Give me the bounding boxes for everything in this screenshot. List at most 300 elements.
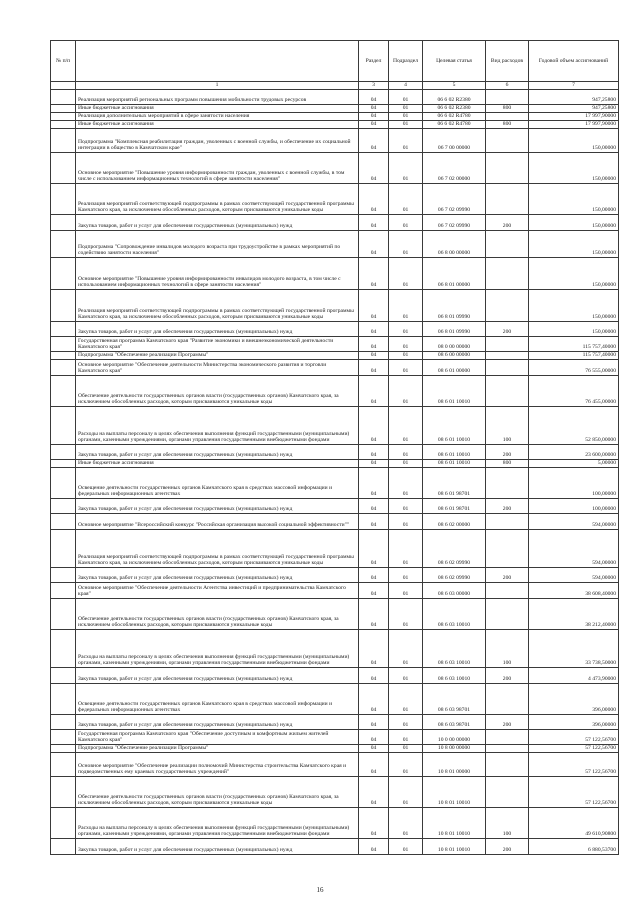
row-section: 04	[359, 376, 389, 407]
row-article: 10 8 01 00000	[423, 753, 486, 777]
row-article: 10 8 00 00000	[423, 745, 486, 753]
row-article: 08 6 01 10010	[423, 445, 486, 460]
row-section: 04	[359, 730, 389, 745]
row-name: Иные бюджетные ассигнования	[76, 105, 359, 113]
row-expense-type: 800	[486, 105, 529, 113]
row-name: Подпрограмма "Обеспечение реализации Программы"	[76, 352, 359, 360]
column-number	[51, 82, 76, 90]
row-name: Освещение деятельности государственных органов Камчатского края в средствах массовой информации и федеральных информационных агентствах	[76, 468, 359, 499]
row-subsection: 01	[389, 90, 423, 105]
row-section: 04	[359, 322, 389, 337]
row-article: 08 6 00 00000	[423, 352, 486, 360]
row-subsection: 01	[389, 407, 423, 445]
table-row	[51, 514, 619, 530]
row-expense-type: 200	[486, 839, 529, 855]
row-expense-type	[486, 730, 529, 745]
row-article: 08 6 02 09990	[423, 530, 486, 568]
row-expense-type: 200	[486, 322, 529, 337]
row-amount: 150,00000	[529, 322, 619, 337]
table-row	[51, 839, 619, 855]
header-name	[76, 41, 359, 82]
row-name: Обеспечение деятельности государственных органов власти (государственных органов) Камчатского края, за исключением обособленных расходов, которым присваиваются уникальные коды	[76, 376, 359, 407]
table-row	[51, 668, 619, 684]
header-amount: Годовой объем ассигнований	[529, 41, 619, 82]
row-section: 04	[359, 808, 389, 839]
table-row	[51, 599, 619, 630]
row-amount: 150,00000	[529, 184, 619, 215]
row-name: Реализация мероприятий соответствующей подпрограммы в рамках соответствующей государственной программы Камчатского края, за исключением обособленных расходов, которым присваиваются уникальные коды	[76, 290, 359, 322]
row-article: 10 8 01 10010	[423, 839, 486, 855]
row-num	[51, 113, 76, 121]
row-num	[51, 745, 76, 753]
row-amount: 17 997,90000	[529, 121, 619, 129]
column-number: 5	[423, 82, 486, 90]
row-expense-type	[486, 90, 529, 105]
row-article: 08 6 01 10010	[423, 460, 486, 468]
row-amount: 57 122,56700	[529, 753, 619, 777]
table-row	[51, 90, 619, 105]
row-section: 04	[359, 499, 389, 514]
row-section: 04	[359, 630, 389, 668]
row-name: Подпрограмма "Комплексная реабилитация граждан, уволенных с военной службы, и обеспечение их социальной интеграции в общество в Камчатском крае"	[76, 129, 359, 153]
row-section: 04	[359, 668, 389, 684]
row-section: 04	[359, 568, 389, 583]
table-row	[51, 583, 619, 599]
row-amount: 23 600,00000	[529, 445, 619, 460]
row-section: 04	[359, 360, 389, 376]
table-row	[51, 630, 619, 668]
row-amount: 594,00000	[529, 530, 619, 568]
table-row	[51, 715, 619, 730]
row-name: Основное мероприятие "Обеспечение деятельности Министерства экономического развития и торговли Камчатского края"	[76, 360, 359, 376]
row-article: 10 8 01 10010	[423, 777, 486, 808]
row-amount: 33 738,50000	[529, 630, 619, 668]
row-section: 04	[359, 599, 389, 630]
row-section: 04	[359, 258, 389, 290]
row-subsection: 01	[389, 499, 423, 514]
row-name: Реализация мероприятий соответствующей подпрограммы в рамках соответствующей государственной программы Камчатского края, за исключением обособленных расходов, которым присваиваются уникальные коды	[76, 530, 359, 568]
row-amount: 594,00000	[529, 514, 619, 530]
table-row	[51, 376, 619, 407]
row-subsection: 01	[389, 360, 423, 376]
column-number: 1	[76, 82, 359, 90]
row-name: Государственная программа Камчатского края "Развитие экономики и внешнеэкономической деятельности Камчатского края"	[76, 337, 359, 352]
row-name: Обеспечение деятельности государственных органов власти (государственных органов) Камчатского края, за исключением обособленных расходов, которым присваиваются уникальные коды	[76, 599, 359, 630]
row-amount: 947,25800	[529, 90, 619, 105]
row-expense-type	[486, 337, 529, 352]
row-section: 04	[359, 777, 389, 808]
row-section: 04	[359, 90, 389, 105]
row-article: 08 6 03 98701	[423, 715, 486, 730]
row-subsection: 01	[389, 113, 423, 121]
row-num	[51, 568, 76, 583]
row-name: Расходы на выплаты персоналу в целях обеспечения выполнения функций государственными (муниципальными) органами, казенными учреждениями, органами управления государственными внебюджетными фондами	[76, 407, 359, 445]
table-row	[51, 530, 619, 568]
row-num	[51, 460, 76, 468]
row-amount: 594,00000	[529, 568, 619, 583]
row-num	[51, 684, 76, 715]
column-number-row	[51, 82, 619, 90]
row-amount: 150,00000	[529, 258, 619, 290]
row-num	[51, 105, 76, 113]
row-article: 08 6 03 10010	[423, 630, 486, 668]
row-section: 04	[359, 290, 389, 322]
row-section: 04	[359, 684, 389, 715]
row-amount: 115 757,40000	[529, 337, 619, 352]
row-section: 04	[359, 583, 389, 599]
row-expense-type: 200	[486, 715, 529, 730]
row-expense-type: 800	[486, 121, 529, 129]
table-row	[51, 105, 619, 113]
row-section: 04	[359, 113, 389, 121]
row-num	[51, 90, 76, 105]
row-subsection: 01	[389, 599, 423, 630]
row-article: 08 6 02 00000	[423, 514, 486, 530]
row-num	[51, 730, 76, 745]
row-num	[51, 753, 76, 777]
row-name: Основное мероприятие "Всероссийский конкурс "Российская организация высокой социальной эффективности""	[76, 514, 359, 530]
table-row	[51, 808, 619, 839]
row-article: 08 6 02 09990	[423, 568, 486, 583]
row-num	[51, 337, 76, 352]
table-row	[51, 468, 619, 499]
table-row	[51, 322, 619, 337]
row-section: 04	[359, 215, 389, 231]
row-name: Закупка товаров, работ и услуг для обеспечения государственных (муниципальных) нужд	[76, 322, 359, 337]
row-article: 06 6 02 R2380	[423, 105, 486, 113]
row-num	[51, 808, 76, 839]
row-subsection: 01	[389, 231, 423, 258]
table-row	[51, 231, 619, 258]
row-expense-type	[486, 530, 529, 568]
row-article: 06 6 02 R2380	[423, 90, 486, 105]
row-article: 06 7 02 00000	[423, 153, 486, 184]
row-section: 04	[359, 753, 389, 777]
row-subsection: 01	[389, 322, 423, 337]
row-expense-type: 200	[486, 499, 529, 514]
row-num	[51, 407, 76, 445]
row-subsection: 01	[389, 630, 423, 668]
row-expense-type	[486, 129, 529, 153]
row-subsection: 01	[389, 668, 423, 684]
row-section: 04	[359, 407, 389, 445]
row-name: Основное мероприятие "Повышение уровня информированности граждан, уволенных с военной службы, в том числе с использованием информационных технологий в сфере занятости населения"	[76, 153, 359, 184]
row-section: 04	[359, 129, 389, 153]
table-row	[51, 460, 619, 468]
row-article: 06 6 02 R4780	[423, 113, 486, 121]
row-expense-type	[486, 468, 529, 499]
table-row	[51, 215, 619, 231]
row-amount: 150,00000	[529, 129, 619, 153]
row-expense-type	[486, 777, 529, 808]
row-article: 08 6 01 98701	[423, 499, 486, 514]
row-name: Закупка товаров, работ и услуг для обеспечения государственных (муниципальных) нужд	[76, 499, 359, 514]
row-section: 04	[359, 337, 389, 352]
row-amount: 150,00000	[529, 215, 619, 231]
row-amount: 76 555,00000	[529, 360, 619, 376]
row-article: 06 8 00 00000	[423, 231, 486, 258]
row-amount: 150,00000	[529, 231, 619, 258]
row-subsection: 01	[389, 468, 423, 499]
row-name: Закупка товаров, работ и услуг для обеспечения государственных (муниципальных) нужд	[76, 839, 359, 855]
row-subsection: 01	[389, 777, 423, 808]
table-row	[51, 121, 619, 129]
row-name: Основное мероприятие "Повышение уровня информированности инвалидов молодого возраста, в том числе с использованием информационных технологий в сфере занятости населения"	[76, 258, 359, 290]
row-num	[51, 129, 76, 153]
row-expense-type: 200	[486, 568, 529, 583]
table-row	[51, 568, 619, 583]
row-name: Иные бюджетные ассигнования	[76, 460, 359, 468]
table-row	[51, 153, 619, 184]
column-number: 7	[529, 82, 619, 90]
page-number: 16	[316, 886, 324, 894]
row-expense-type	[486, 184, 529, 215]
row-subsection: 01	[389, 337, 423, 352]
row-expense-type: 800	[486, 460, 529, 468]
row-name: Реализация мероприятий региональных программ повышения мобильности трудовых ресурсов	[76, 90, 359, 105]
row-section: 04	[359, 231, 389, 258]
row-num	[51, 352, 76, 360]
budget-table	[50, 40, 619, 855]
row-name: Освещение деятельности государственных органов Камчатского края в средствах массовой информации и федеральных информационных агентствах	[76, 684, 359, 715]
row-name: Закупка товаров, работ и услуг для обеспечения государственных (муниципальных) нужд	[76, 568, 359, 583]
row-section: 04	[359, 514, 389, 530]
row-amount: 6 880,53700	[529, 839, 619, 855]
table-row	[51, 290, 619, 322]
row-article: 08 6 01 10010	[423, 376, 486, 407]
row-num	[51, 530, 76, 568]
row-amount: 17 997,90000	[529, 113, 619, 121]
row-amount: 38 608,40000	[529, 583, 619, 599]
row-amount: 396,00000	[529, 715, 619, 730]
row-expense-type	[486, 290, 529, 322]
table-row	[51, 360, 619, 376]
row-subsection: 01	[389, 153, 423, 184]
row-article: 08 6 01 10010	[423, 407, 486, 445]
row-article: 08 6 03 10010	[423, 668, 486, 684]
row-amount: 115 757,40000	[529, 352, 619, 360]
row-section: 04	[359, 105, 389, 113]
row-article: 06 8 01 09990	[423, 290, 486, 322]
row-num	[51, 499, 76, 514]
row-name: Реализация мероприятий соответствующей подпрограммы в рамках соответствующей государственной программы Камчатского края, за исключением обособленных расходов, которым присваиваются уникальные коды	[76, 184, 359, 215]
row-subsection: 01	[389, 258, 423, 290]
table-header-row	[51, 41, 619, 82]
table-row	[51, 499, 619, 514]
row-subsection: 01	[389, 121, 423, 129]
row-article: 08 6 01 98701	[423, 468, 486, 499]
row-expense-type	[486, 153, 529, 184]
row-num	[51, 184, 76, 215]
row-expense-type	[486, 231, 529, 258]
row-section: 04	[359, 184, 389, 215]
row-num	[51, 231, 76, 258]
row-article: 06 8 01 00000	[423, 258, 486, 290]
row-expense-type: 200	[486, 668, 529, 684]
column-number: 6	[486, 82, 529, 90]
row-amount: 396,00000	[529, 684, 619, 715]
row-num	[51, 121, 76, 129]
row-name: Подпрограмма "Обеспечение реализации Программы"	[76, 745, 359, 753]
row-section: 04	[359, 468, 389, 499]
row-amount: 38 212,40000	[529, 599, 619, 630]
row-amount: 4 473,90000	[529, 668, 619, 684]
row-section: 04	[359, 715, 389, 730]
table-row	[51, 184, 619, 215]
row-num	[51, 215, 76, 231]
table-row	[51, 407, 619, 445]
row-article: 08 6 03 10010	[423, 599, 486, 630]
row-name: Иные бюджетные ассигнования	[76, 121, 359, 129]
row-num	[51, 258, 76, 290]
row-amount: 100,00000	[529, 499, 619, 514]
row-subsection: 01	[389, 568, 423, 583]
row-subsection: 01	[389, 839, 423, 855]
table-row	[51, 445, 619, 460]
row-subsection: 01	[389, 715, 423, 730]
row-article: 10 0 00 00000	[423, 730, 486, 745]
row-article: 06 7 00 00000	[423, 129, 486, 153]
header-section: Раздел	[359, 41, 389, 82]
column-number: 4	[389, 82, 423, 90]
row-article: 08 0 00 00000	[423, 337, 486, 352]
row-num	[51, 839, 76, 855]
budget-sheet	[50, 40, 618, 855]
row-subsection: 01	[389, 684, 423, 715]
row-amount: 150,00000	[529, 290, 619, 322]
row-subsection: 01	[389, 129, 423, 153]
row-name: Закупка товаров, работ и услуг для обеспечения государственных (муниципальных) нужд	[76, 715, 359, 730]
row-num	[51, 290, 76, 322]
row-section: 04	[359, 352, 389, 360]
row-amount: 57 122,56700	[529, 745, 619, 753]
header-expense-type: Вид расходов	[486, 41, 529, 82]
table-row	[51, 753, 619, 777]
row-expense-type	[486, 376, 529, 407]
row-amount: 52 850,00000	[529, 407, 619, 445]
row-subsection: 01	[389, 460, 423, 468]
row-name: Закупка товаров, работ и услуг для обеспечения государственных (муниципальных) нужд	[76, 668, 359, 684]
row-name: Подпрограмма "Сопровождение инвалидов молодого возраста при трудоустройстве в рамках мероприятий по содействию занятости населения"	[76, 231, 359, 258]
row-article: 08 6 01 00000	[423, 360, 486, 376]
row-subsection: 01	[389, 290, 423, 322]
row-name: Расходы на выплаты персоналу в целях обеспечения выполнения функций государственными (муниципальными) органами, казенными учреждениями, органами управления государственными внебюджетными фондами	[76, 630, 359, 668]
row-expense-type: 100	[486, 808, 529, 839]
row-subsection: 01	[389, 808, 423, 839]
row-expense-type: 200	[486, 215, 529, 231]
row-num	[51, 360, 76, 376]
table-row	[51, 258, 619, 290]
row-amount: 100,00000	[529, 468, 619, 499]
row-article: 08 6 03 00000	[423, 583, 486, 599]
row-amount: 57 122,56700	[529, 777, 619, 808]
row-num	[51, 445, 76, 460]
row-section: 04	[359, 445, 389, 460]
row-section: 04	[359, 460, 389, 468]
row-section: 04	[359, 839, 389, 855]
table-row	[51, 777, 619, 808]
row-name: Закупка товаров, работ и услуг для обеспечения государственных (муниципальных) нужд	[76, 445, 359, 460]
row-expense-type	[486, 753, 529, 777]
row-section: 04	[359, 530, 389, 568]
row-section: 04	[359, 745, 389, 753]
row-expense-type	[486, 258, 529, 290]
row-section: 04	[359, 153, 389, 184]
row-num	[51, 153, 76, 184]
table-body	[51, 90, 619, 855]
row-expense-type: 200	[486, 445, 529, 460]
row-subsection: 01	[389, 514, 423, 530]
row-expense-type	[486, 583, 529, 599]
table-row	[51, 113, 619, 121]
row-subsection: 01	[389, 184, 423, 215]
row-subsection: 01	[389, 730, 423, 745]
row-num	[51, 468, 76, 499]
table-row	[51, 745, 619, 753]
row-subsection: 01	[389, 753, 423, 777]
row-subsection: 01	[389, 445, 423, 460]
column-number: 3	[359, 82, 389, 90]
row-subsection: 01	[389, 215, 423, 231]
row-subsection: 01	[389, 530, 423, 568]
row-expense-type	[486, 360, 529, 376]
row-article: 10 8 01 10010	[423, 808, 486, 839]
row-section: 04	[359, 121, 389, 129]
row-subsection: 01	[389, 352, 423, 360]
row-num	[51, 599, 76, 630]
header-num: № п/п	[51, 41, 76, 82]
row-num	[51, 514, 76, 530]
row-num	[51, 583, 76, 599]
row-amount: 150,00000	[529, 153, 619, 184]
row-amount: 49 610,90800	[529, 808, 619, 839]
row-num	[51, 777, 76, 808]
row-num	[51, 715, 76, 730]
table-row	[51, 352, 619, 360]
row-expense-type	[486, 599, 529, 630]
row-subsection: 01	[389, 745, 423, 753]
row-article: 06 6 02 R4780	[423, 121, 486, 129]
row-expense-type	[486, 684, 529, 715]
row-name: Основное мероприятие "Обеспечение деятельности Агентства инвестиций и предпринимательства Камчатского края"	[76, 583, 359, 599]
row-expense-type	[486, 514, 529, 530]
row-amount: 57 122,56700	[529, 730, 619, 745]
header-article: Целевая статья	[423, 41, 486, 82]
row-name: Расходы на выплаты персоналу в целях обеспечения выполнения функций государственными (муниципальными) органами, казенными учреждениями, органами управления государственными внебюджетными фондами	[76, 808, 359, 839]
row-amount: 5,00000	[529, 460, 619, 468]
row-article: 06 7 02 09990	[423, 215, 486, 231]
row-num	[51, 376, 76, 407]
row-expense-type: 100	[486, 407, 529, 445]
row-expense-type	[486, 745, 529, 753]
row-expense-type: 100	[486, 630, 529, 668]
row-amount: 947,25800	[529, 105, 619, 113]
row-name: Реализация дополнительных мероприятий в сфере занятости населения	[76, 113, 359, 121]
row-article: 06 7 02 09990	[423, 184, 486, 215]
row-subsection: 01	[389, 105, 423, 113]
row-num	[51, 322, 76, 337]
table-row	[51, 684, 619, 715]
row-article: 06 8 01 09990	[423, 322, 486, 337]
table-row	[51, 337, 619, 352]
row-expense-type	[486, 352, 529, 360]
header-subsection: Подраздел	[389, 41, 423, 82]
row-name: Государственная программа Камчатского края "Обеспечение доступным и комфортным жильем жителей Камчатского края"	[76, 730, 359, 745]
row-name: Обеспечение деятельности государственных органов власти (государственных органов) Камчатского края, за исключением обособленных расходов, которым присваиваются уникальные коды	[76, 777, 359, 808]
row-subsection: 01	[389, 376, 423, 407]
row-num	[51, 668, 76, 684]
table-row	[51, 730, 619, 745]
